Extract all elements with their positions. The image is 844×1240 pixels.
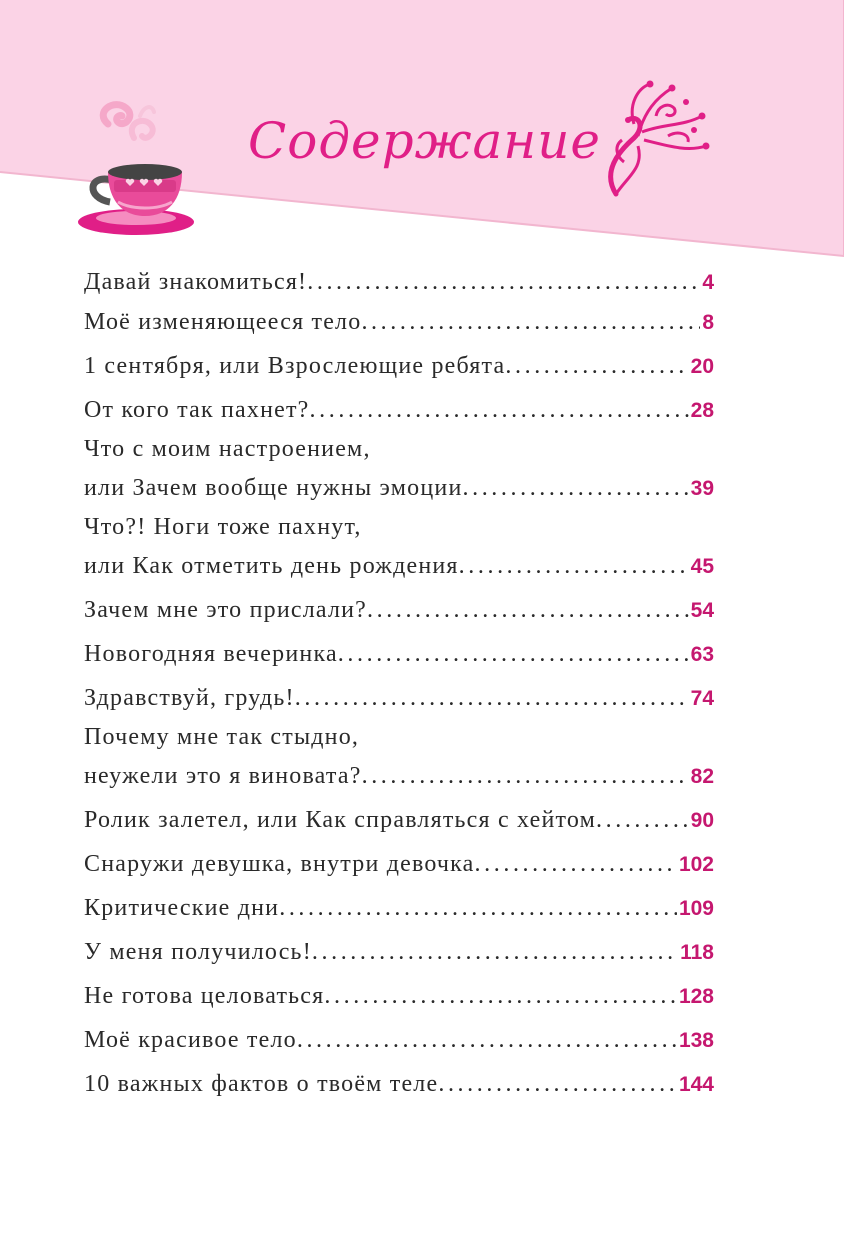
dot-leader (338, 632, 689, 676)
toc-page-number: 54 (690, 599, 714, 622)
toc-entry-title: Зачем мне это прислали? (84, 597, 368, 623)
toc-page-number: 8 (702, 311, 714, 334)
dot-leader (505, 344, 688, 388)
dot-leader (459, 544, 689, 588)
floral-flourish-icon (598, 76, 716, 200)
toc-page-number: 82 (690, 765, 714, 788)
dot-leader (312, 930, 678, 974)
toc-entry-title: Ролик залетел, или Как справляться с хейтом (84, 807, 597, 833)
toc-entry[interactable] (84, 388, 714, 432)
toc-entry[interactable] (84, 344, 714, 388)
toc-entry[interactable] (84, 1062, 714, 1106)
dot-leader (475, 842, 677, 886)
dot-leader (596, 798, 689, 842)
toc-page-number: 4 (702, 271, 714, 294)
dot-leader (310, 388, 689, 432)
toc-page-number: 144 (678, 1073, 714, 1096)
toc-entry[interactable] (84, 798, 714, 842)
toc-entry[interactable] (84, 432, 714, 510)
dot-leader (279, 886, 677, 930)
dot-leader (307, 264, 700, 300)
toc-page-number: 39 (690, 477, 714, 500)
toc-entry-title: неужели это я виновата? (84, 763, 362, 789)
toc-entry[interactable] (84, 588, 714, 632)
toc-page-number: 90 (690, 809, 714, 832)
dot-leader (438, 1062, 677, 1106)
toc-page-number: 128 (678, 985, 714, 1008)
toc-entry[interactable] (84, 300, 714, 344)
dot-leader (295, 676, 689, 720)
toc-page-number: 28 (690, 399, 714, 422)
toc-entry-title: Что?! Ноги тоже пахнут, (84, 514, 362, 540)
toc-entry-title: Критические дни (84, 895, 280, 921)
toc-entry-title: Моё изменяющееся тело (84, 309, 362, 335)
toc-page-number: 138 (678, 1029, 714, 1052)
dot-leader (324, 974, 677, 1018)
toc-entry-title: У меня получилось! (84, 939, 312, 965)
toc-entry[interactable] (84, 842, 714, 886)
teacup-icon (74, 94, 204, 244)
toc-entry-title: Почему мне так стыдно, (84, 724, 360, 750)
toc-entry[interactable] (84, 930, 714, 974)
toc-entry-title: Не готова целоваться (84, 983, 325, 1009)
dot-leader (361, 300, 700, 344)
toc-page-number: 109 (678, 897, 714, 920)
toc-page-number: 45 (690, 555, 714, 578)
toc-entry-title: или Зачем вообще нужны эмоции (84, 475, 463, 501)
toc-page-number: 74 (690, 687, 714, 710)
toc-page-number: 63 (690, 643, 714, 666)
toc-entry[interactable] (84, 632, 714, 676)
toc-page-number: 102 (678, 853, 714, 876)
toc-entry-title: Что с моим настроением, (84, 436, 371, 462)
toc-page-number: 118 (680, 941, 714, 964)
dot-leader (463, 466, 689, 510)
toc-entry-title: Давай знакомиться! (84, 269, 308, 295)
dot-leader (297, 1018, 677, 1062)
table-of-contents (84, 264, 714, 1106)
page-title: Содержание (248, 112, 602, 170)
toc-entry[interactable] (84, 974, 714, 1018)
toc-entry[interactable] (84, 264, 714, 300)
toc-entry-title: или Как отметить день рождения (84, 553, 459, 579)
toc-entry-title: 10 важных фактов о твоём теле (84, 1071, 439, 1097)
dot-leader (367, 588, 689, 632)
dot-leader (362, 754, 689, 798)
toc-entry[interactable] (84, 1018, 714, 1062)
toc-entry-title: 1 сентября, или Взрослеющие ребята (84, 353, 506, 379)
toc-entry[interactable] (84, 510, 714, 588)
toc-entry-title: От кого так пахнет? (84, 397, 310, 423)
toc-entry-title: Здравствуй, грудь! (84, 685, 295, 711)
toc-entry-title: Снаружи девушка, внутри девочка (84, 851, 475, 877)
toc-entry[interactable] (84, 676, 714, 720)
toc-page-number: 20 (690, 355, 714, 378)
toc-entry-title: Новогодняя вечеринка (84, 641, 338, 667)
toc-entry-title: Моё красивое тело (84, 1027, 297, 1053)
toc-entry[interactable] (84, 886, 714, 930)
toc-entry[interactable] (84, 720, 714, 798)
